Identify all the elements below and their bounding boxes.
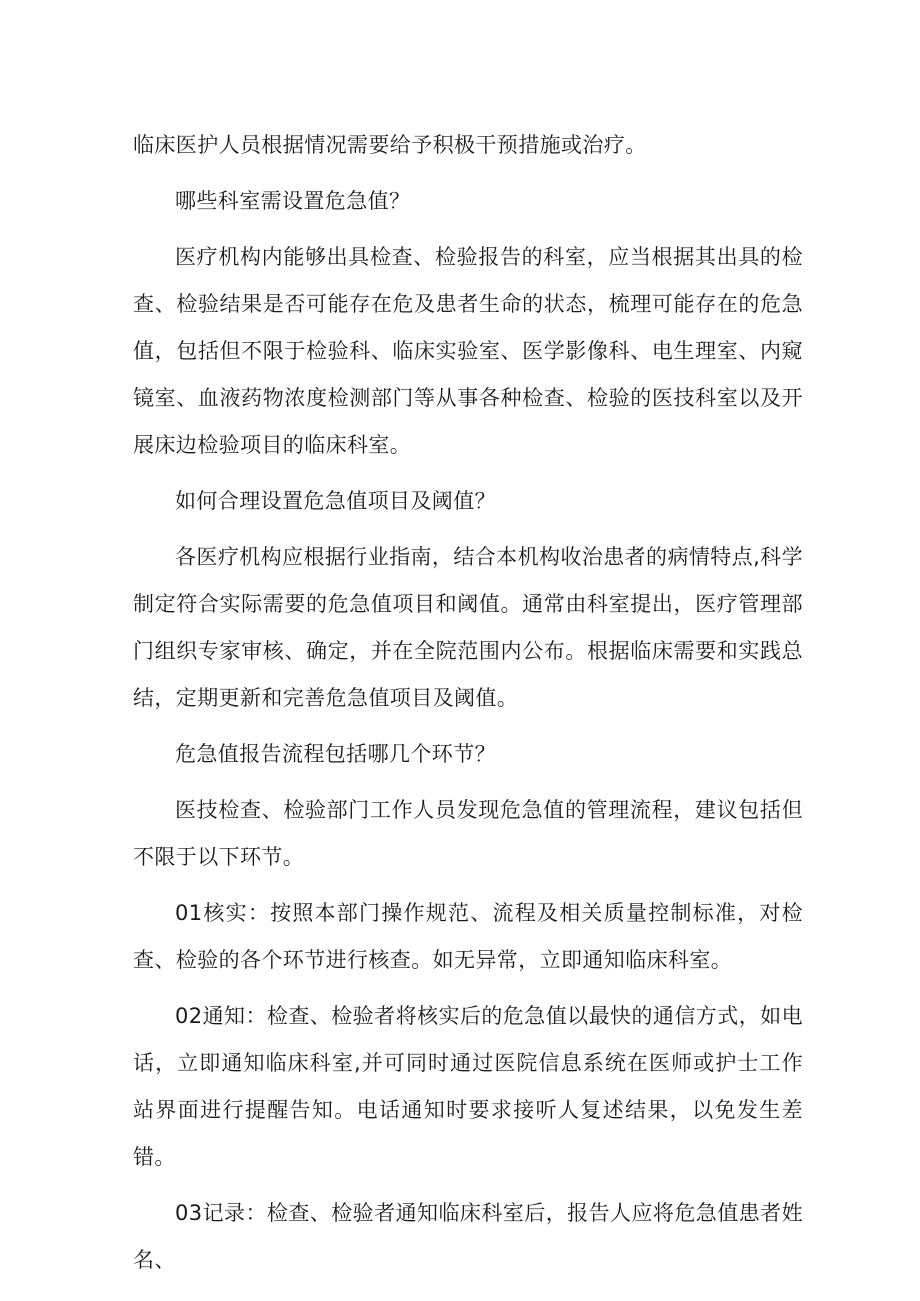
- paragraph-continued: 临床医护人员根据情况需要给予积极干预措施或治疗。: [133, 133, 647, 157]
- question-heading-thresholds: 如何合理设置危急值项目及阈值？: [175, 489, 496, 513]
- paragraph-departments: 医疗机构内能够出具检查、检验报告的科室，应当根据其出具的检查、检验结果是否可能存在危及患者生命的状态，梳理可能存在的危急值，包括但不限于检验科、临床实验室、医学影像科、电生理室、内窥镜室、血液药物浓度检测部门等从事各种检查、检验的医技科室以及开展床边检验项目的临床科室。: [133, 245, 803, 457]
- step-verify: 01核实：按照本部门操作规范、流程及相关质量控制标准，对检查、检验的各个环节进行核查。如无异常，立即通知临床科室。: [133, 901, 803, 972]
- paragraph-process-intro: 医技检查、检验部门工作人员发现危急值的管理流程，建议包括但不限于以下环节。: [133, 798, 803, 869]
- step-record: 03记录：检查、检验者通知临床科室后，报告人应将危急值患者姓名、: [133, 1201, 803, 1272]
- paragraph-thresholds: 各医疗机构应根据行业指南，结合本机构收治患者的病情特点,科学制定符合实际需要的危急值项目和阈值。通常由科室提出，医疗管理部门组织专家审核、确定，并在全院范围内公布。根据临床需要和实践总结，定期更新和完善危急值项目及阈值。: [133, 545, 803, 710]
- step-notify: 02通知：检查、检验者将核实后的危急值以最快的通信方式，如电话，立即通知临床科室,并可同时通过医院信息系统在医师或护士工作站界面进行提醒告知。电话通知时要求接听人复述结果，以免发生差错。: [133, 1004, 803, 1169]
- question-heading-departments: 哪些科室需设置危急值？: [175, 189, 411, 213]
- document-body: [133, 122, 803, 1284]
- question-heading-process: 危急值报告流程包括哪几个环节？: [175, 742, 496, 766]
